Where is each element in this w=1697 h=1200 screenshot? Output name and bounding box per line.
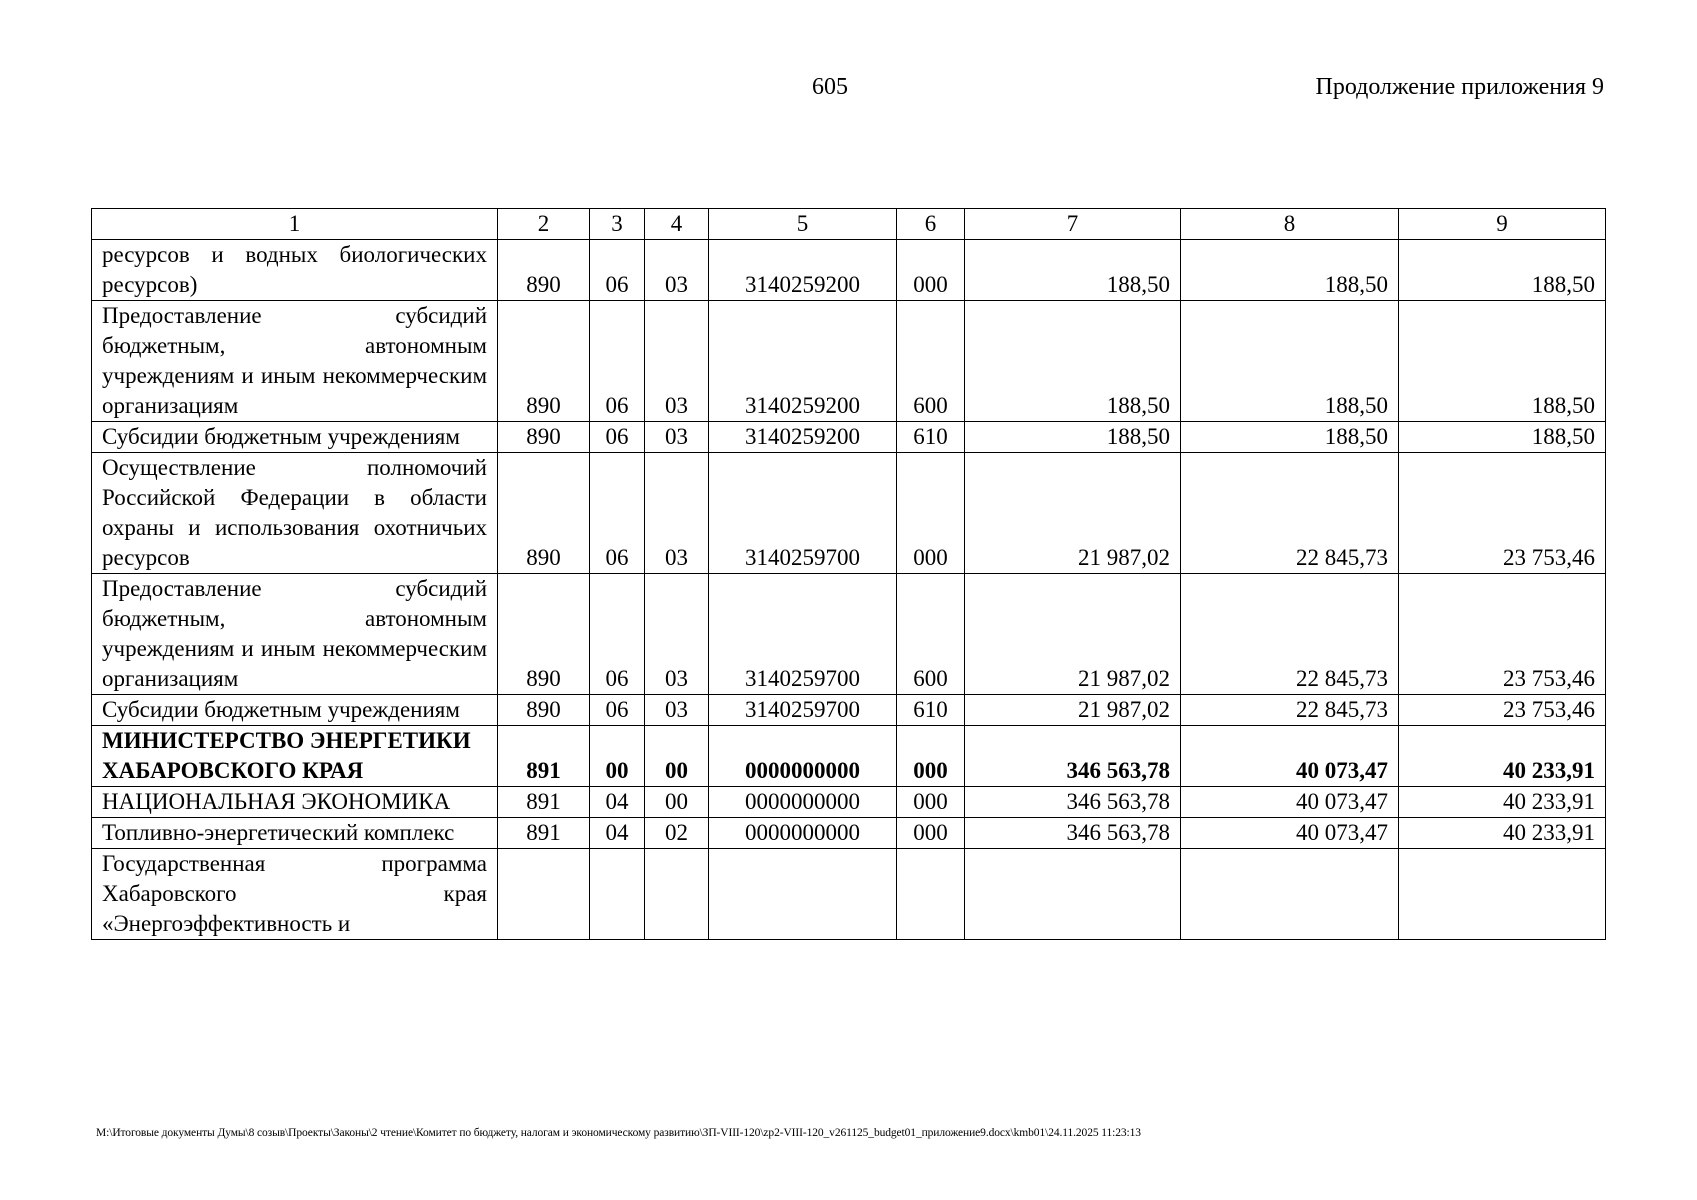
cell-subsection: 03 xyxy=(645,453,709,574)
cell-amount-9: 23 753,46 xyxy=(1399,453,1606,574)
appendix-continuation-label: Продолжение приложения 9 xyxy=(1315,74,1604,100)
cell-amount-9: 23 753,46 xyxy=(1399,574,1606,695)
cell-amount-8: 22 845,73 xyxy=(1181,574,1399,695)
cell-amount-8: 188,50 xyxy=(1181,240,1399,301)
cell-section: 06 xyxy=(590,422,645,453)
cell-amount-9: 40 233,91 xyxy=(1399,787,1606,818)
cell-section: 04 xyxy=(590,818,645,849)
column-header: 5 xyxy=(709,209,897,240)
column-header: 1 xyxy=(92,209,498,240)
cell-section: 06 xyxy=(590,301,645,422)
cell-expense-type: 000 xyxy=(897,726,965,787)
cell-amount-9: 23 753,46 xyxy=(1399,695,1606,726)
cell-admin-code: 891 xyxy=(498,787,590,818)
cell-expense-type: 600 xyxy=(897,301,965,422)
cell-amount-9: 40 233,91 xyxy=(1399,818,1606,849)
cell-amount-7: 188,50 xyxy=(965,422,1181,453)
table-row xyxy=(92,787,1606,818)
cell-amount-7: 21 987,02 xyxy=(965,695,1181,726)
cell-admin-code: 890 xyxy=(498,574,590,695)
cell-expense-type: 000 xyxy=(897,453,965,574)
cell-target-item: 0000000000 xyxy=(709,818,897,849)
cell-amount-7: 346 563,78 xyxy=(965,726,1181,787)
cell-expense-type: 600 xyxy=(897,574,965,695)
cell-admin-code: 890 xyxy=(498,422,590,453)
cell-amount-8: 22 845,73 xyxy=(1181,695,1399,726)
cell-target-item: 3140259700 xyxy=(709,574,897,695)
cell-target-item: 3140259200 xyxy=(709,240,897,301)
table-row xyxy=(92,453,1606,574)
cell-admin-code: 890 xyxy=(498,695,590,726)
row-name: Субсидии бюджетным учреждениям xyxy=(92,695,498,726)
cell-admin-code: 890 xyxy=(498,240,590,301)
cell-amount-9 xyxy=(1399,849,1606,940)
cell-subsection: 00 xyxy=(645,726,709,787)
cell-amount-7: 21 987,02 xyxy=(965,453,1181,574)
row-name: МИНИСТЕРСТВО ЭНЕРГЕТИКИ ХАБАРОВСКОГО КРАЯ xyxy=(92,726,498,787)
cell-amount-7: 346 563,78 xyxy=(965,818,1181,849)
cell-amount-8: 40 073,47 xyxy=(1181,726,1399,787)
row-name: Государственная программа Хабаровского края «Энергоэффективность и xyxy=(92,849,498,940)
cell-amount-9: 188,50 xyxy=(1399,422,1606,453)
cell-subsection xyxy=(645,849,709,940)
cell-section: 06 xyxy=(590,453,645,574)
cell-expense-type: 610 xyxy=(897,422,965,453)
cell-amount-8: 40 073,47 xyxy=(1181,787,1399,818)
table-row xyxy=(92,574,1606,695)
cell-expense-type: 000 xyxy=(897,818,965,849)
row-name: Осуществление полномочий Российской Федерации в области охраны и использования охотничьих ресурсов xyxy=(92,453,498,574)
table-row xyxy=(92,818,1606,849)
cell-subsection: 02 xyxy=(645,818,709,849)
cell-target-item: 3140259700 xyxy=(709,453,897,574)
column-header: 7 xyxy=(965,209,1181,240)
cell-amount-7: 346 563,78 xyxy=(965,787,1181,818)
row-name: Предоставление субсидий бюджетным, автономным учреждениям и иным некоммерческим организациям xyxy=(92,301,498,422)
cell-section: 06 xyxy=(590,574,645,695)
cell-amount-7: 188,50 xyxy=(965,301,1181,422)
column-header: 8 xyxy=(1181,209,1399,240)
cell-admin-code: 891 xyxy=(498,818,590,849)
cell-subsection: 03 xyxy=(645,422,709,453)
cell-subsection: 03 xyxy=(645,240,709,301)
column-header: 4 xyxy=(645,209,709,240)
row-name: Предоставление субсидий бюджетным, автономным учреждениям и иным некоммерческим организациям xyxy=(92,574,498,695)
row-name: Субсидии бюджетным учреждениям xyxy=(92,422,498,453)
column-header: 3 xyxy=(590,209,645,240)
cell-expense-type: 000 xyxy=(897,787,965,818)
table-row xyxy=(92,849,1606,940)
cell-subsection: 00 xyxy=(645,787,709,818)
cell-expense-type: 000 xyxy=(897,240,965,301)
column-header: 2 xyxy=(498,209,590,240)
table-row xyxy=(92,726,1606,787)
cell-target-item: 3140259200 xyxy=(709,422,897,453)
cell-admin-code xyxy=(498,849,590,940)
table-row xyxy=(92,695,1606,726)
column-header: 6 xyxy=(897,209,965,240)
cell-expense-type: 610 xyxy=(897,695,965,726)
row-name: Топливно-энергетический комплекс xyxy=(92,818,498,849)
cell-target-item: 0000000000 xyxy=(709,726,897,787)
row-name: ресурсов и водных биологических ресурсов) xyxy=(92,240,498,301)
cell-amount-8: 188,50 xyxy=(1181,301,1399,422)
cell-target-item: 3140259700 xyxy=(709,695,897,726)
cell-section: 06 xyxy=(590,240,645,301)
table-row xyxy=(92,422,1606,453)
cell-section: 06 xyxy=(590,695,645,726)
budget-table xyxy=(91,208,1606,940)
table-row xyxy=(92,301,1606,422)
column-header: 9 xyxy=(1399,209,1606,240)
cell-target-item xyxy=(709,849,897,940)
cell-subsection: 03 xyxy=(645,574,709,695)
page-number: 605 xyxy=(812,74,848,100)
cell-section: 00 xyxy=(590,726,645,787)
document-file-path: M:\Итоговые документы Думы\8 созыв\Проекты\Законы\2 чтение\Комитет по бюджету, налогам и экономическому развитию\ЗП-VIII-120\zp2-VIII-120_v261125_budget01_приложение9.docx\kmb01\24.11.2025 11:23:13 xyxy=(96,1127,1141,1139)
row-name: НАЦИОНАЛЬНАЯ ЭКОНОМИКА xyxy=(92,787,498,818)
cell-amount-7 xyxy=(965,849,1181,940)
cell-section: 04 xyxy=(590,787,645,818)
cell-section xyxy=(590,849,645,940)
cell-target-item: 3140259200 xyxy=(709,301,897,422)
cell-amount-8: 40 073,47 xyxy=(1181,818,1399,849)
cell-amount-7: 188,50 xyxy=(965,240,1181,301)
cell-expense-type xyxy=(897,849,965,940)
cell-amount-9: 40 233,91 xyxy=(1399,726,1606,787)
cell-amount-8: 22 845,73 xyxy=(1181,453,1399,574)
table-row xyxy=(92,240,1606,301)
cell-target-item: 0000000000 xyxy=(709,787,897,818)
cell-amount-9: 188,50 xyxy=(1399,240,1606,301)
cell-amount-8: 188,50 xyxy=(1181,422,1399,453)
cell-subsection: 03 xyxy=(645,695,709,726)
table-header-row xyxy=(92,209,1606,240)
cell-amount-7: 21 987,02 xyxy=(965,574,1181,695)
cell-admin-code: 890 xyxy=(498,301,590,422)
cell-admin-code: 891 xyxy=(498,726,590,787)
cell-amount-8 xyxy=(1181,849,1399,940)
cell-admin-code: 890 xyxy=(498,453,590,574)
cell-subsection: 03 xyxy=(645,301,709,422)
cell-amount-9: 188,50 xyxy=(1399,301,1606,422)
